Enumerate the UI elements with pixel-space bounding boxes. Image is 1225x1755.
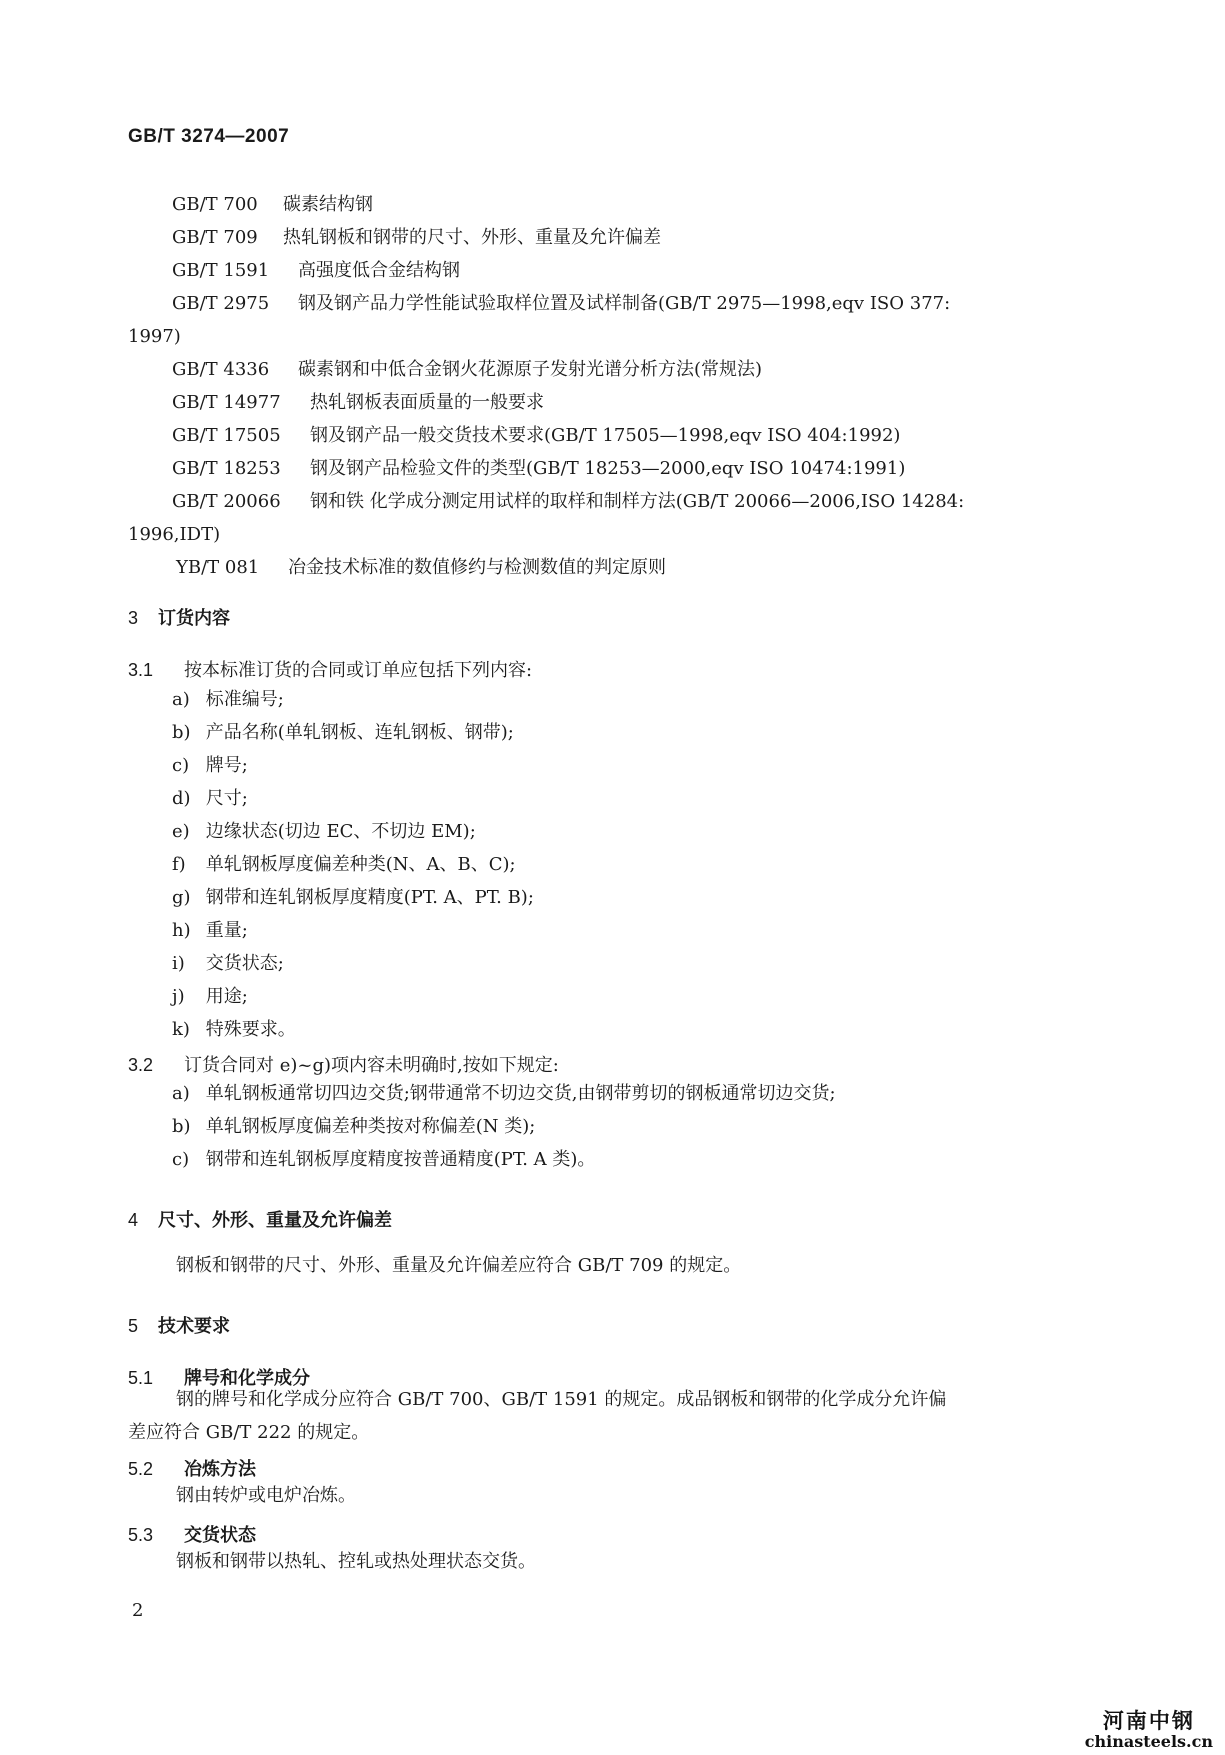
clause-number: 5.3 <box>128 1525 154 1545</box>
list-item <box>172 980 534 1013</box>
list-text: 标准编号; <box>205 689 284 710</box>
standard-id-header: GB/T 3274—2007 <box>128 126 290 147</box>
reference-title: 碳素结构钢 <box>283 194 373 215</box>
list-marker: a) <box>172 689 190 710</box>
list-item <box>172 1077 836 1110</box>
clause-3-1-list <box>172 683 534 1046</box>
list-text: 单轧钢板厚度偏差种类按对称偏差(N 类); <box>205 1116 536 1137</box>
references-list <box>128 188 1088 584</box>
list-text: 边缘状态(切边 EC、不切边 EM); <box>205 821 476 842</box>
clause-5-3-text: 钢板和钢带以热轧、控轧或热处理状态交货。 <box>176 1551 536 1572</box>
list-text: 产品名称(单轧钢板、连轧钢板、钢带); <box>205 722 514 743</box>
section-4-text: 钢板和钢带的尺寸、外形、重量及允许偏差应符合 GB/T 709 的规定。 <box>176 1255 742 1276</box>
list-marker: k) <box>172 1019 190 1040</box>
list-text: 钢带和连轧钢板厚度精度按普通精度(PT. A 类)。 <box>205 1149 596 1170</box>
reference-code: GB/T 18253 <box>172 458 281 479</box>
list-marker: a) <box>172 1083 190 1104</box>
list-text: 单轧钢板厚度偏差种类(N、A、B、C); <box>205 854 516 875</box>
list-item <box>172 848 534 881</box>
watermark-logo-text: 河南中钢 <box>1102 1709 1195 1733</box>
section-3-heading <box>128 604 230 630</box>
reference-code: GB/T 1591 <box>172 260 270 281</box>
clause-number: 5.2 <box>128 1459 154 1479</box>
section-title: 订货内容 <box>158 608 230 629</box>
reference-code: GB/T 17505 <box>172 425 281 446</box>
reference-title: 碳素钢和中低合金钢火花源原子发射光谱分析方法(常规法) <box>298 359 763 380</box>
list-item <box>172 914 534 947</box>
list-marker: e) <box>172 821 190 842</box>
list-item <box>172 683 534 716</box>
clause-text: 按本标准订货的合同或订单应包括下列内容: <box>184 660 533 681</box>
reference-item <box>128 254 1088 287</box>
list-text: 牌号; <box>205 755 248 776</box>
reference-code: GB/T 709 <box>172 227 258 248</box>
list-marker: d) <box>172 788 191 809</box>
reference-item <box>128 485 1088 551</box>
reference-code: GB/T 2975 <box>172 293 270 314</box>
reference-code: GB/T 4336 <box>172 359 270 380</box>
reference-item <box>128 386 1088 419</box>
list-text: 交货状态; <box>205 953 284 974</box>
clause-5-1-text: 钢的牌号和化学成分应符合 GB/T 700、GB/T 1591 的规定。成品钢板和钢带的化学成分允许偏 <box>176 1389 947 1410</box>
reference-code: GB/T 20066 <box>172 491 281 512</box>
clause-title: 牌号和化学成分 <box>184 1368 310 1389</box>
list-marker: c) <box>172 1149 190 1170</box>
watermark-domain: chinasteels.cn <box>1084 1732 1213 1751</box>
clause-3-1 <box>128 656 532 682</box>
reference-item <box>128 419 1088 452</box>
list-item <box>172 716 534 749</box>
list-marker: g) <box>172 887 191 908</box>
list-text: 单轧钢板通常切四边交货;钢带通常不切边交货,由钢带剪切的钢板通常切边交货; <box>205 1083 836 1104</box>
list-marker: c) <box>172 755 190 776</box>
reference-item <box>128 221 1088 254</box>
clause-title: 冶炼方法 <box>184 1459 256 1480</box>
list-marker: f) <box>172 854 186 875</box>
reference-code: GB/T 14977 <box>172 392 281 413</box>
section-4-heading <box>128 1206 392 1232</box>
page-number: 2 <box>132 1600 144 1621</box>
section-number: 4 <box>128 1210 139 1230</box>
reference-title-continuation: 1996,IDT) <box>128 524 221 545</box>
reference-code: GB/T 700 <box>172 194 258 215</box>
reference-title: 钢及钢产品检验文件的类型(GB/T 18253—2000,eqv ISO 10474:1991) <box>310 458 906 479</box>
list-text: 尺寸; <box>205 788 248 809</box>
list-item <box>172 1013 534 1046</box>
list-marker: b) <box>172 1116 191 1137</box>
reference-title: 钢和铁 化学成分测定用试样的取样和制样方法(GB/T 20066—2006,ISO 14284: <box>310 491 965 512</box>
list-text: 重量; <box>205 920 248 941</box>
reference-item <box>128 452 1088 485</box>
list-item <box>172 881 534 914</box>
list-marker: j) <box>172 986 185 1007</box>
clause-title: 交货状态 <box>184 1525 256 1546</box>
reference-title-continuation: 1997) <box>128 326 181 347</box>
reference-item <box>128 551 1088 584</box>
clause-5-2-text: 钢由转炉或电炉冶炼。 <box>176 1485 356 1506</box>
section-title: 尺寸、外形、重量及允许偏差 <box>158 1210 392 1231</box>
reference-title: 钢及钢产品力学性能试验取样位置及试样制备(GB/T 2975—1998,eqv ISO 377: <box>298 293 951 314</box>
clause-text: 订货合同对 e)~g)项内容未明确时,按如下规定: <box>184 1055 559 1076</box>
reference-item <box>128 287 1088 353</box>
reference-title: 冶金技术标准的数值修约与检测数值的判定原则 <box>288 557 666 578</box>
list-item <box>172 1110 836 1143</box>
list-item <box>172 1143 836 1176</box>
reference-title: 钢及钢产品一般交货技术要求(GB/T 17505—1998,eqv ISO 404:1992) <box>310 425 901 446</box>
clause-5-1-text-continuation: 差应符合 GB/T 222 的规定。 <box>128 1422 370 1443</box>
section-title: 技术要求 <box>158 1316 230 1337</box>
reference-title: 高强度低合金结构钢 <box>298 260 460 281</box>
section-5-heading <box>128 1312 230 1338</box>
clause-number: 5.1 <box>128 1368 154 1388</box>
reference-title: 热轧钢板表面质量的一般要求 <box>310 392 544 413</box>
list-text: 特殊要求。 <box>205 1019 296 1040</box>
reference-title: 热轧钢板和钢带的尺寸、外形、重量及允许偏差 <box>283 227 661 248</box>
list-item <box>172 782 534 815</box>
list-item <box>172 749 534 782</box>
clause-number: 3.1 <box>128 660 154 680</box>
clause-5-3-heading <box>128 1521 256 1547</box>
site-watermark <box>1085 1705 1213 1751</box>
clause-5-2-heading <box>128 1455 256 1481</box>
clause-3-2 <box>128 1051 559 1077</box>
reference-item <box>128 188 1088 221</box>
list-item <box>172 815 534 848</box>
list-marker: i) <box>172 953 185 974</box>
section-number: 5 <box>128 1316 139 1336</box>
list-text: 钢带和连轧钢板厚度精度(PT. A、PT. B); <box>205 887 534 908</box>
section-number: 3 <box>128 608 139 628</box>
list-marker: h) <box>172 920 191 941</box>
list-marker: b) <box>172 722 191 743</box>
reference-item <box>128 353 1088 386</box>
list-text: 用途; <box>205 986 248 1007</box>
list-item <box>172 947 534 980</box>
clause-3-2-list <box>172 1077 836 1176</box>
clause-number: 3.2 <box>128 1055 154 1075</box>
reference-code: YB/T 081 <box>176 557 260 578</box>
